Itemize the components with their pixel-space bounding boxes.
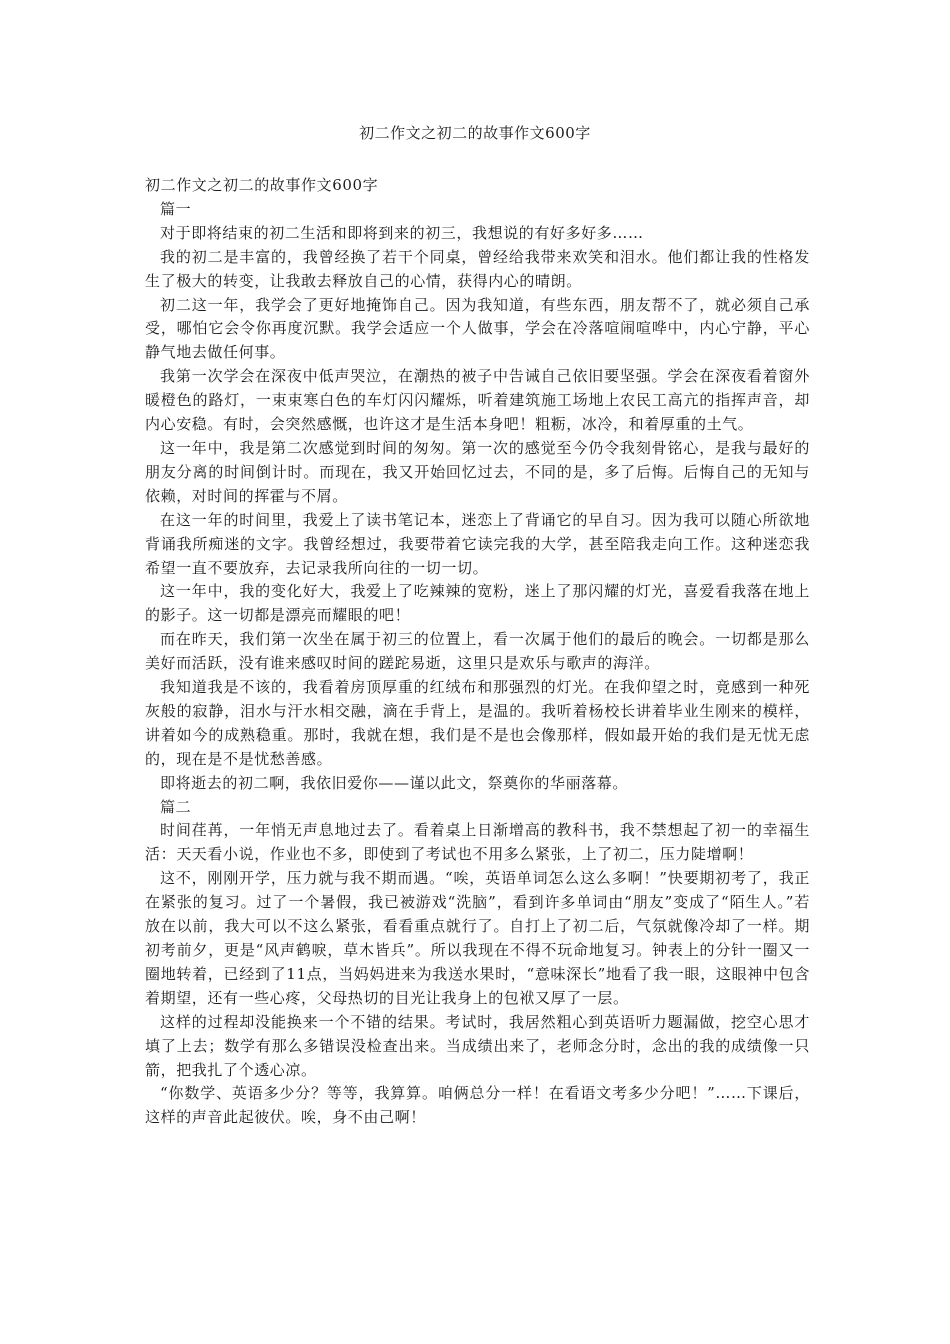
paragraph: 在这一年的时间里，我爱上了读书笔记本，迷恋上了背诵它的早自习。因为我可以随心所欲地背诵我所痴迷的文字。我曾经想过，我要带着它读完我的大学，甚至陪我走向工作。这种迷恋我希望一直不要放弃，去记录我所向往的一切一切。: [145, 510, 810, 577]
paragraph: 这不，刚刚开学，压力就与我不期而遇。“唉，英语单词怎么这么多啊！”快要期初考了，我正在紧张的复习。过了一个暑假，我已被游戏“洗脑”，看到许多单词由“朋友”变成了“陌生人。”若放在以前，我大可以不这么紧张，看看重点就行了。自打上了初二后，气氛就像冷却了一样。期初考前夕，更是“风声鹤唳，草木皆兵”。所以我现在不得不玩命地复习。钟表上的分针一圈又一圈地转着，已经到了11点，当妈妈进来为我送水果时，“意味深长”地看了我一眼，这眼神中包含着期望，还有一些心疼，父母热切的目光让我身上的包袱又厚了一层。: [145, 869, 810, 1007]
paragraph: 即将逝去的初二啊，我依旧爱你——谨以此文，祭奠你的华丽落幕。: [160, 773, 629, 792]
paragraph: 我第一次学会在深夜中低声哭泣，在潮热的被子中告诫自己依旧要坚强。学会在深夜看着窗外暖橙色的路灯，一束束寒白色的车灯闪闪耀烁，听着建筑施工场地上农民工高亢的指挥声音，却内心安稳。有时，会突然感慨，也许这才是生活本身吧！粗粝，冰冷，和着厚重的土气。: [145, 367, 810, 434]
paragraph: 而在昨天，我们第一次坐在属于初三的位置上，看一次属于他们的最后的晚会。一切都是那么美好而活跃，没有谁来感叹时间的蹉跎易逝，这里只是欢乐与歌声的海洋。: [145, 630, 810, 673]
section-label: 篇二: [160, 797, 192, 816]
paragraph: 这样的过程却没能换来一个不错的结果。考试时，我居然粗心到英语听力题漏做，挖空心思才填了上去；数学有那么多错误没检查出来。当成绩出来了，老师念分时，念出的我的成绩像一只箭，把我扎了个透心凉。: [145, 1012, 810, 1079]
article-heading: 初二作文之初二的故事作文600字: [145, 176, 379, 194]
paragraph: 我知道我是不该的，我看着房顶厚重的红绒布和那强烈的灯光。在我仰望之时，竟感到一种死灰般的寂静，泪水与汗水相交融，滴在手背上，是温的。我听着杨校长讲着毕业生刚来的模样，讲着如今的成熟稳重。那时，我就在想，我们是不是也会像那样，假如最开始的我们是无忧无虑的，现在是不是忧愁善感。: [145, 678, 810, 768]
paragraph: 这一年中，我是第二次感觉到时间的匆匆。第一次的感觉至今仍令我刻骨铭心，是我与最好的朋友分离的时间倒计时。而现在，我又开始回忆过去，不同的是，多了后悔。后悔自己的无知与依赖，对时间的挥霍与不屑。: [145, 438, 810, 505]
paragraph: 对于即将结束的初二生活和即将到来的初三，我想说的有好多好多……: [160, 223, 644, 242]
document-body: [145, 174, 810, 1130]
paragraph: “你数学、英语多少分？等等，我算算。咱俩总分一样！在看语文考多少分吧！”……下课后，这样的声音此起彼伏。唉，身不由己啊！: [145, 1084, 810, 1127]
paragraph: 我的初二是丰富的，我曾经换了若干个同桌，曾经给我带来欢笑和泪水。他们都让我的性格发生了极大的转变，让我敢去释放自己的心情，获得内心的晴朗。: [145, 247, 810, 290]
section-label: 篇一: [160, 199, 192, 218]
paragraph: 时间荏苒，一年悄无声息地过去了。看着桌上日渐增高的教科书，我不禁想起了初一的幸福生活：天天看小说，作业也不多，即使到了考试也不用多么紧张，上了初二，压力陡增啊！: [145, 821, 810, 864]
document-title: 初二作文之初二的故事作文600字: [359, 124, 591, 142]
paragraph: 初二这一年，我学会了更好地掩饰自己。因为我知道，有些东西，朋友帮不了，就必须自己承受，哪怕它会令你再度沉默。我学会适应一个人做事，学会在冷落喧闹喧哗中，内心宁静，平心静气地去做任何事。: [145, 295, 810, 362]
paragraph: 这一年中，我的变化好大，我爱上了吃辣辣的宽粉，迷上了那闪耀的灯光，喜爱看我落在地上的影子。这一切都是漂亮而耀眼的吧！: [145, 582, 810, 625]
